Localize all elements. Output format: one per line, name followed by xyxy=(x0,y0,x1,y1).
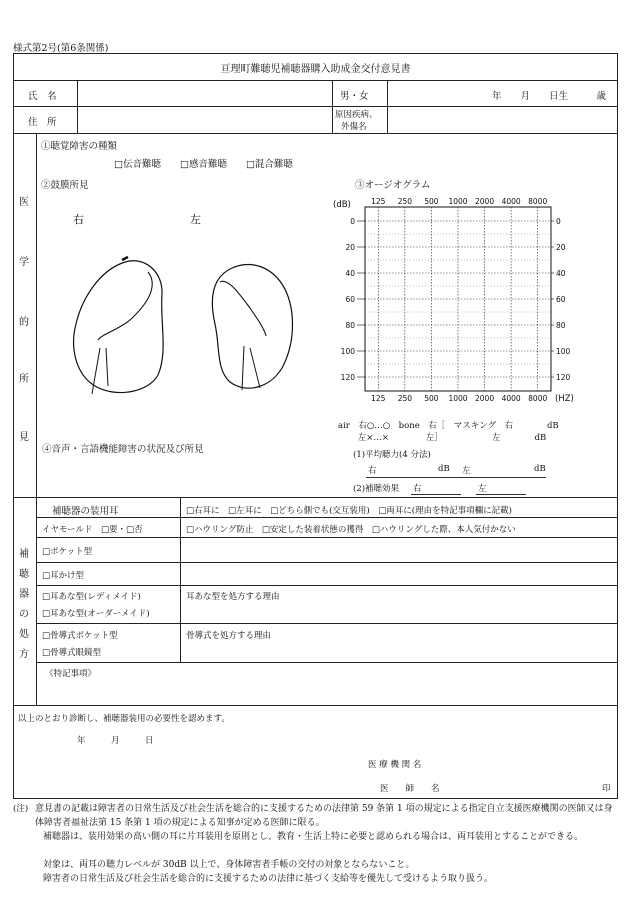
cause-label-line2: 外傷名 xyxy=(341,122,367,132)
seal-label: 印 xyxy=(602,784,611,794)
freq-tick-bottom: 500 xyxy=(424,394,439,403)
bone-glasses-option[interactable]: □骨導式眼鏡型 xyxy=(42,648,102,658)
address-field[interactable] xyxy=(78,108,330,130)
address-label: 住 所 xyxy=(28,117,57,128)
hz-unit-label: (HZ) xyxy=(555,394,574,404)
earmold-options[interactable]: □ハウリング防止 □安定した装着状態の獲得 □ハウリングした際、本人気付かない xyxy=(186,525,516,535)
level-tick-right: 40 xyxy=(556,269,566,278)
freq-tick-bottom: 8000 xyxy=(528,394,548,403)
left-ear-label: 左 xyxy=(190,213,201,226)
declaration-statement: 以上のとおり診断し、補聴器装用の必要性を認めます。 xyxy=(18,714,230,724)
level-tick-left: 80 xyxy=(345,321,355,330)
pta-left-label: 左 xyxy=(462,466,471,476)
device-side-label-6: 方 xyxy=(19,649,29,660)
birth-date-label: 年 月 日生 歳 xyxy=(492,91,607,102)
level-tick-left: 40 xyxy=(345,269,355,278)
bone-reason-label: 骨導式を処方する理由 xyxy=(186,631,272,641)
right-eardrum-line-b xyxy=(106,348,108,386)
name-label: 氏 名 xyxy=(28,91,57,102)
level-tick-right: 100 xyxy=(556,347,571,356)
eardrum-sketch xyxy=(60,250,310,410)
note-line-1: 意見書の記載は障害者の日常生活及び社会生活を総合的に支援するための法律第 59 条第 1 項の規定による指定自立支援医療機関の医師又は身体障害者福祉法第 15 条第 1 項の規定による知事が定める医師に限る。 xyxy=(35,804,613,828)
audiogram-heading: ③オージオグラム xyxy=(355,180,431,191)
freq-tick-bottom: 4000 xyxy=(501,394,521,403)
pta-db-right: dB xyxy=(438,464,450,474)
device-side-label-4: の xyxy=(19,609,29,620)
level-tick-left: 0 xyxy=(350,217,355,226)
earmold-label[interactable]: イヤモールド □要・□否 xyxy=(42,525,143,535)
institution-label: 医 療 機 関 名 xyxy=(368,760,422,770)
notes-marker: (注) xyxy=(13,804,29,814)
medical-side-label-3: 的 xyxy=(19,317,29,328)
device-side-label-5: 処 xyxy=(19,629,29,640)
level-tick-right: 80 xyxy=(556,321,566,330)
in-ear-reason-label: 耳あな型を処方する理由 xyxy=(186,592,280,602)
effect-heading: (2)補聴効果 xyxy=(353,484,400,494)
freq-tick-top: 1000 xyxy=(448,197,468,206)
level-tick-left: 100 xyxy=(340,347,355,356)
pta-db-left: dB xyxy=(534,464,546,474)
left-eardrum-line-b xyxy=(250,348,260,388)
right-eardrum-handle xyxy=(98,272,152,340)
wearing-ear-label: 補聴器の装用耳 xyxy=(52,506,119,517)
device-side-label-3: 器 xyxy=(19,589,29,600)
freq-tick-top: 4000 xyxy=(501,197,521,206)
wearing-ear-options[interactable]: □右耳に □左耳に □どちら側でも(交互装用) □両耳に(理由を特記事項欄に記載) xyxy=(186,506,512,516)
db-unit-label: (dB) xyxy=(333,200,351,210)
right-eardrum-mark xyxy=(122,257,128,260)
freq-tick-bottom: 1000 xyxy=(448,394,468,403)
hearing-type-options[interactable]: □伝音難聴 □感音難聴 □混合難聴 xyxy=(114,159,293,170)
declaration-date[interactable]: 年 月 日 xyxy=(77,736,154,746)
note-line-4: 障害者の日常生活及び社会生活を総合的に支援するための法律に基づく支給等を優先して受けるよう取り扱う。 xyxy=(43,874,494,884)
freq-tick-top: 125 xyxy=(371,197,386,206)
effect-right-label: 右 xyxy=(413,484,422,494)
level-tick-left: 20 xyxy=(345,243,355,252)
level-tick-right: 60 xyxy=(556,295,566,304)
pta-right-label: 右 xyxy=(368,466,377,476)
level-tick-left: 60 xyxy=(345,295,355,304)
name-field[interactable] xyxy=(78,82,330,104)
freq-tick-bottom: 2000 xyxy=(475,394,495,403)
medical-side-label-2: 学 xyxy=(19,257,29,268)
medical-side-label-4: 所 xyxy=(19,374,29,385)
device-side-label-1: 補 xyxy=(19,549,29,560)
doctor-label: 医 師 名 xyxy=(380,784,440,794)
level-tick-left: 120 xyxy=(340,373,355,382)
behind-ear-option[interactable]: □耳かけ型 xyxy=(42,571,85,581)
freq-tick-bottom: 125 xyxy=(371,394,386,403)
hearing-type-heading: ①聴覚障害の種類 xyxy=(41,141,118,152)
left-eardrum-line-a xyxy=(242,346,244,390)
medical-side-label-1: 医 xyxy=(19,197,29,208)
audiogram-legend-line1: air 右○…○ bone 右［ マスキング 右 dB xyxy=(338,421,559,431)
special-notes-label: 《特記事項》 xyxy=(45,669,97,679)
freq-tick-top: 2000 xyxy=(475,197,495,206)
form-number: 様式第2号(第6条関係) xyxy=(13,43,109,54)
freq-tick-top: 8000 xyxy=(528,197,548,206)
audiogram-chart xyxy=(325,195,605,417)
bone-pocket-option[interactable]: □骨導式ポケット型 xyxy=(42,631,118,641)
level-tick-right: 120 xyxy=(556,373,571,382)
device-side-label-2: 聴 xyxy=(19,569,29,580)
right-eardrum-outline xyxy=(74,261,164,393)
speech-heading: ④音声・言語機能障害の状況及び所見 xyxy=(42,444,204,455)
sex-label[interactable]: 男・女 xyxy=(340,91,369,102)
note-line-2: 補聴器は、装用効果の高い側の耳に片耳装用を原則とし、教育・生活上特に必要と認められる場合は、両耳装用とすることができる。 xyxy=(43,832,584,842)
note-line-3: 対象は、両耳の聴力レベルが 30dB 以上で、身体障害者手帳の交付の対象とならないこと。 xyxy=(43,860,415,870)
cause-label-line1: 原因疾病、 xyxy=(335,110,378,120)
level-tick-right: 20 xyxy=(556,243,566,252)
pta-heading: (1)平均聴力(4 分法) xyxy=(353,450,431,460)
cause-field[interactable] xyxy=(388,108,616,130)
level-tick-right: 0 xyxy=(556,217,561,226)
freq-tick-bottom: 250 xyxy=(397,394,413,403)
eardrum-heading: ②鼓膜所見 xyxy=(41,180,89,191)
freq-tick-top: 500 xyxy=(424,197,439,206)
audiogram-legend-line2: 左×…× 左］ 左 dB xyxy=(338,433,547,443)
effect-left-label: 左 xyxy=(478,484,487,494)
freq-tick-top: 250 xyxy=(397,197,413,206)
form-title: 亘理町難聴児補聴器購入助成金交付意見書 xyxy=(220,64,411,75)
in-ear-custom-option[interactable]: □耳あな型(オーダーメイド) xyxy=(42,609,150,619)
left-eardrum-handle xyxy=(220,281,266,336)
in-ear-ready-option[interactable]: □耳あな型(レディメイド) xyxy=(42,592,141,602)
right-ear-label: 右 xyxy=(73,213,84,226)
left-eardrum-outline xyxy=(212,265,292,389)
medical-side-label-5: 見 xyxy=(19,432,29,443)
pocket-type-option[interactable]: □ポケット型 xyxy=(42,547,93,557)
